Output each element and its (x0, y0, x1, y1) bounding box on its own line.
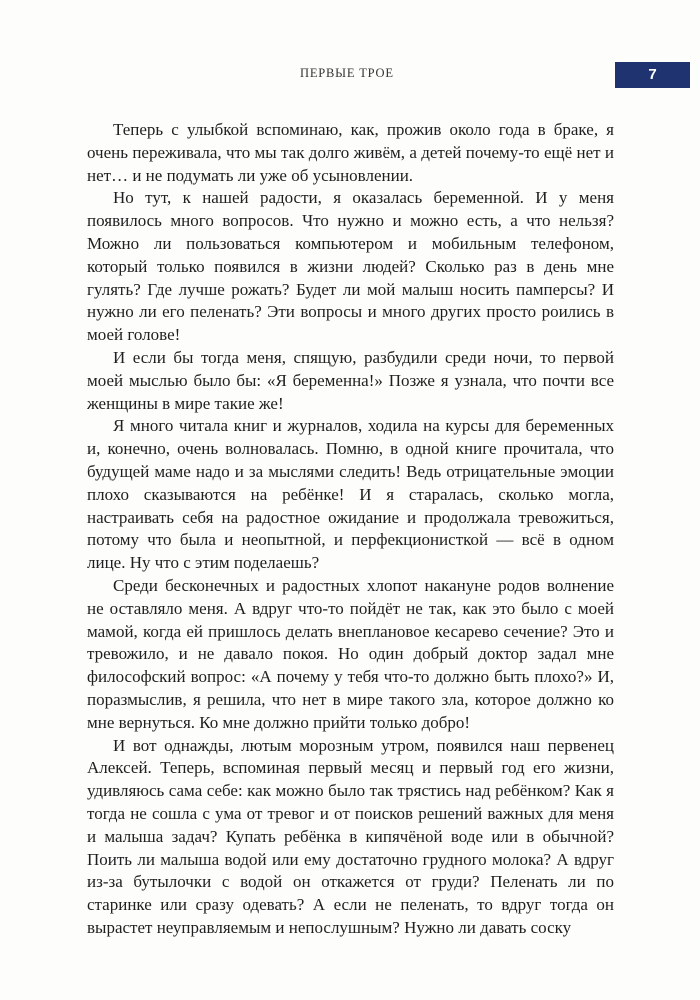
paragraph: Теперь с улыбкой вспоминаю, как, прожив около года в браке, я очень переживала, что мы так долго живём, а детей почему-то ещё нет и нет… и не подумать ли уже об усыновлении. (87, 120, 614, 185)
paragraph: Но тут, к нашей радости, я оказалась беременной. И у меня появилось много вопросов. Что нужно и можно есть, а что нельзя? Можно ли пользоваться компьютером и мобильным телефоном, который только появился в жизни людей? Сколько раз в день мне гулять? Где лучше рожать? Будет ли мой малыш носить памперсы? И нужно ли его пеленать? Эти вопросы и много других просто роились в моей голове! (87, 188, 614, 345)
paragraph: Среди бесконечных и радостных хлопот накануне родов волнение не оставляло меня. А вдруг что-то пойдёт не так, как это было с моей мамой, когда ей пришлось делать внеплановое кесарево сечение? Это и тревожило, и не давало покоя. Но один добрый доктор задал мне философский вопрос: «А почему у тебя что-то должно быть плохо?» И, поразмыслив, я решила, что нет в мире такого зла, которое должно ко мне вернуться. Ко мне должно прийти только добро! (87, 575, 614, 732)
paragraph: И вот однажды, лютым морозным утром, появился наш первенец Алексей. Теперь, вспоминая первый месяц и первый год его жизни, удивляюсь сама себе: как можно было так трястись над ребёнком? Как я тогда не сошла с ума от тревог и от поисков решений важных для меня и малыша задач? Купать ребёнка в кипячёной воде или в обычной? Поить ли малыша водой или ему достаточно грудного молока? А вдруг из-за бутылочки с водой он откажется от груди? Пеленать ли по старинке или сразу одевать? А если не пеленать, то вдруг тогда он вырастет неуправляемым и непослушным? Нужно ли давать соску (87, 735, 614, 937)
paragraph: Я много читала книг и журналов, ходила на курсы для беременных и, конечно, очень волновалась. Помню, в одной книге прочитала, что будущей маме надо и за мыслями следить! Ведь отрицательные эмоции плохо сказываются на ребёнке! И я старалась, сколько могла, настраивать себя на радостное ожидание и продолжала тревожиться, потому что была и неопытной, и перфекционисткой — всё в одном лице. Ну что с этим поделаешь? (87, 416, 614, 573)
page-number: 7 (615, 62, 690, 88)
running-header (0, 62, 700, 90)
body-text (87, 119, 614, 940)
section-title: ПЕРВЫЕ ТРОЕ (300, 66, 394, 80)
paragraph: И если бы тогда меня, спящую, разбудили среди ночи, то первой моей мыслью было бы: «Я беременна!» Позже я узнала, что почти все женщины в мире такие же! (87, 347, 614, 413)
